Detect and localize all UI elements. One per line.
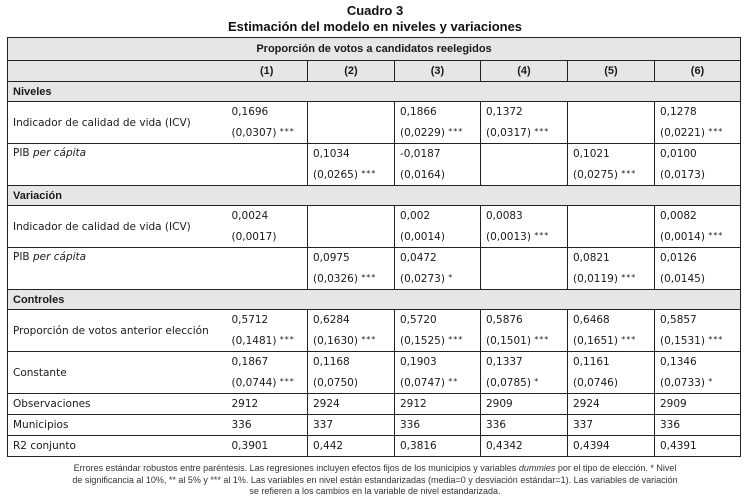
standard-error-value: (0,0273) xyxy=(400,273,445,285)
cell-col-2 xyxy=(308,206,395,248)
standard-error-value: (0,0747) xyxy=(400,377,445,389)
row-label xyxy=(8,352,227,394)
coefficient-value: 0,1337 xyxy=(486,356,523,368)
standard-error-value: (0,0265) xyxy=(313,169,358,181)
table-caption: Estimación del modelo en niveles y variaciones xyxy=(227,19,523,34)
row-label xyxy=(8,102,227,144)
cell-col-6 xyxy=(655,102,741,144)
column-header-3: (3) xyxy=(395,61,481,82)
cell-col-2 xyxy=(308,352,395,394)
stat-value-col-1: 0,3901 xyxy=(227,436,308,457)
row-label-text: Proporción de votos anterior elección xyxy=(13,324,209,337)
coefficient-value: 0,0126 xyxy=(660,252,697,264)
cell-col-1 xyxy=(227,102,308,144)
significance-stars: *** xyxy=(448,335,464,344)
standard-error-value: (0,0221) xyxy=(660,127,705,139)
coefficient-value: 0,1867 xyxy=(231,356,269,368)
coefficient-row xyxy=(8,206,741,248)
section-label: Variación xyxy=(8,186,741,206)
standard-error-value: (0,0744) xyxy=(231,377,277,389)
standard-error xyxy=(573,330,649,351)
stat-value-col-4: 0,4342 xyxy=(481,436,568,457)
cell-col-3 xyxy=(395,352,481,394)
coefficient-value: 0,1696 xyxy=(231,106,269,118)
coefficient-value: 0,1168 xyxy=(313,356,350,368)
cell-col-1 xyxy=(227,248,308,290)
row-label: Observaciones xyxy=(8,394,227,415)
stat-value-col-1: 2912 xyxy=(227,394,308,415)
stat-value-col-6: 336 xyxy=(655,415,741,436)
significance-stars: *** xyxy=(361,273,377,282)
cell-col-1 xyxy=(227,206,308,248)
table-footnote xyxy=(70,463,680,498)
standard-error xyxy=(660,268,735,289)
coefficient-value: 0,0472 xyxy=(400,252,437,264)
standard-error xyxy=(400,164,475,185)
standard-error-value: (0,0173) xyxy=(660,169,705,181)
stat-value-col-6: 2909 xyxy=(655,394,741,415)
significance-stars: *** xyxy=(279,335,295,344)
section-label: Niveles xyxy=(8,82,741,102)
cell-col-4 xyxy=(481,352,568,394)
cell-col-2 xyxy=(308,310,395,352)
column-header-blank xyxy=(8,61,227,82)
standard-error xyxy=(486,330,562,351)
cell-col-6 xyxy=(655,206,741,248)
stat-row-obs xyxy=(8,394,741,415)
row-label-text: Constante xyxy=(13,366,67,379)
column-header-6: (6) xyxy=(655,61,741,82)
cell-col-3 xyxy=(395,102,481,144)
standard-error xyxy=(660,330,735,351)
coefficient-row xyxy=(8,310,741,352)
significance-stars: * xyxy=(448,273,454,282)
cell-col-2 xyxy=(308,102,395,144)
standard-error xyxy=(486,122,562,143)
significance-stars: * xyxy=(708,377,714,386)
coefficient-row xyxy=(8,144,741,186)
significance-stars: *** xyxy=(621,273,637,282)
cell-col-5 xyxy=(568,352,655,394)
coefficient-value: 0,5876 xyxy=(486,314,523,326)
cell-col-6 xyxy=(655,144,741,186)
significance-stars: *** xyxy=(708,335,724,344)
significance-stars: *** xyxy=(621,335,637,344)
significance-stars: ** xyxy=(448,377,459,386)
standard-error-value: (0,1630) xyxy=(313,335,358,347)
dependent-variable-label: Proporción de votos a candidatos reelegidos xyxy=(8,38,741,61)
coefficient-value: 0,1903 xyxy=(400,356,437,368)
standard-error-value: (0,1531) xyxy=(660,335,705,347)
standard-error-value: (0,0733) xyxy=(660,377,705,389)
standard-error xyxy=(660,122,735,143)
coefficient-value: 0,1346 xyxy=(660,356,697,368)
standard-error-value: (0,0746) xyxy=(573,377,618,389)
standard-error xyxy=(573,268,649,289)
cell-col-3 xyxy=(395,144,481,186)
standard-error xyxy=(660,164,735,185)
column-header-2: (2) xyxy=(308,61,395,82)
standard-error xyxy=(400,226,475,247)
standard-error-value: (0,0750) xyxy=(313,377,358,389)
stat-value-col-2: 2924 xyxy=(308,394,395,415)
row-label xyxy=(8,248,227,290)
stat-row-mun xyxy=(8,415,741,436)
coefficient-value: -0,0187 xyxy=(400,148,441,160)
significance-stars: *** xyxy=(279,377,295,386)
significance-stars: * xyxy=(534,377,540,386)
stat-value-col-3: 2912 xyxy=(395,394,481,415)
cell-col-3 xyxy=(395,206,481,248)
cell-col-6 xyxy=(655,310,741,352)
coefficient-value: 0,0821 xyxy=(573,252,610,264)
table-title xyxy=(0,3,750,35)
stat-value-col-2: 337 xyxy=(308,415,395,436)
cell-col-4 xyxy=(481,310,568,352)
standard-error xyxy=(232,372,303,393)
stat-value-col-3: 0,3816 xyxy=(395,436,481,457)
standard-error-value: (0,0326) xyxy=(313,273,358,285)
coefficient-value: 0,002 xyxy=(400,210,431,222)
standard-error xyxy=(232,226,303,247)
cell-col-1 xyxy=(227,310,308,352)
significance-stars: *** xyxy=(279,127,295,136)
stat-value-col-5: 2924 xyxy=(568,394,655,415)
standard-error-value: (0,0017) xyxy=(231,231,277,243)
coefficient-value: 0,5857 xyxy=(660,314,697,326)
footnote-text-2: por el tipo de elección. * Nivel de significancia al 10%, ** al 5% y *** al 1%. Las variables en nivel están estandarizadas (media=0 y desviación estándar=1). Las variables de variación se refieren a los cambios en la variable de nivel estandarizada. xyxy=(72,463,678,496)
standard-error xyxy=(400,330,475,351)
row-label xyxy=(8,144,227,186)
standard-error-value: (0,0164) xyxy=(400,169,445,181)
section-row-variacion xyxy=(8,186,741,206)
cell-col-3 xyxy=(395,310,481,352)
section-label: Controles xyxy=(8,290,741,310)
cell-col-5 xyxy=(568,310,655,352)
stat-value-col-5: 0,4394 xyxy=(568,436,655,457)
significance-stars: *** xyxy=(361,169,377,178)
stat-value-col-4: 336 xyxy=(481,415,568,436)
coefficient-value: 0,1372 xyxy=(486,106,523,118)
significance-stars: *** xyxy=(708,127,724,136)
coefficient-value: 0,6468 xyxy=(573,314,610,326)
table-number: Cuadro 3 xyxy=(346,3,404,18)
standard-error xyxy=(660,226,735,247)
dependent-variable-row xyxy=(8,38,741,61)
coefficient-value: 0,0024 xyxy=(231,210,269,222)
coefficient-value: 0,1034 xyxy=(313,148,350,160)
row-label-italic: per cápita xyxy=(32,251,87,263)
footnote-text-1: Errores estándar robustos entre paréntesis. Las regresiones incluyen efectos fijos de los municipios y variables xyxy=(73,463,519,473)
standard-error-value: (0,0317) xyxy=(486,127,531,139)
cell-col-3 xyxy=(395,248,481,290)
stat-value-col-6: 0,4391 xyxy=(655,436,741,457)
regression-table xyxy=(7,37,741,457)
cell-col-2 xyxy=(308,144,395,186)
cell-col-5 xyxy=(568,206,655,248)
coefficient-value: 0,1021 xyxy=(573,148,610,160)
significance-stars: *** xyxy=(534,231,550,240)
coefficient-value: 0,0082 xyxy=(660,210,697,222)
standard-error-value: (0,0014) xyxy=(400,231,445,243)
standard-error xyxy=(400,372,475,393)
standard-error xyxy=(232,330,303,351)
stat-value-col-3: 336 xyxy=(395,415,481,436)
significance-stars: *** xyxy=(534,335,550,344)
cell-col-4 xyxy=(481,102,568,144)
column-header-4: (4) xyxy=(481,61,568,82)
cell-col-4 xyxy=(481,144,568,186)
column-numbers-row xyxy=(8,61,741,82)
significance-stars: *** xyxy=(621,169,637,178)
row-label xyxy=(8,206,227,248)
section-row-niveles xyxy=(8,82,741,102)
stat-value-col-4: 2909 xyxy=(481,394,568,415)
footnote-italic: dummies xyxy=(518,463,556,473)
coefficient-row xyxy=(8,352,741,394)
standard-error-value: (0,0119) xyxy=(573,273,618,285)
coefficient-value: 0,1161 xyxy=(573,356,610,368)
stat-value-col-1: 336 xyxy=(227,415,308,436)
standard-error xyxy=(660,372,735,393)
coefficient-value: 0,5712 xyxy=(231,314,269,326)
cell-col-6 xyxy=(655,248,741,290)
column-header-1: (1) xyxy=(227,61,308,82)
standard-error-value: (0,0013) xyxy=(486,231,531,243)
standard-error xyxy=(400,122,475,143)
row-label-text: PIB xyxy=(13,251,33,263)
standard-error xyxy=(486,226,562,247)
standard-error-value: (0,0229) xyxy=(400,127,445,139)
cell-col-5 xyxy=(568,144,655,186)
coefficient-value: 0,0100 xyxy=(660,148,697,160)
standard-error-value: (0,1651) xyxy=(573,335,618,347)
row-label-text: Indicador de calidad de vida (ICV) xyxy=(13,220,191,233)
cell-col-1 xyxy=(227,144,308,186)
standard-error xyxy=(400,268,475,289)
standard-error-value: (0,0145) xyxy=(660,273,705,285)
stat-value-col-2: 0,442 xyxy=(308,436,395,457)
coefficient-value: 0,0083 xyxy=(486,210,523,222)
standard-error-value: (0,0785) xyxy=(486,377,531,389)
standard-error xyxy=(313,330,389,351)
standard-error xyxy=(313,164,389,185)
standard-error xyxy=(573,164,649,185)
standard-error-value: (0,0014) xyxy=(660,231,705,243)
stat-row-r2 xyxy=(8,436,741,457)
row-label-italic: per cápita xyxy=(32,147,87,159)
cell-col-2 xyxy=(308,248,395,290)
standard-error xyxy=(573,372,649,393)
coefficient-value: 0,0975 xyxy=(313,252,350,264)
standard-error-value: (0,0275) xyxy=(573,169,618,181)
stat-value-col-5: 337 xyxy=(568,415,655,436)
standard-error-value: (0,1481) xyxy=(231,335,277,347)
cell-col-6 xyxy=(655,352,741,394)
significance-stars: *** xyxy=(534,127,550,136)
coefficient-value: 0,5720 xyxy=(400,314,437,326)
standard-error xyxy=(313,372,389,393)
standard-error xyxy=(232,122,303,143)
cell-col-4 xyxy=(481,206,568,248)
row-label: R2 conjunto xyxy=(8,436,227,457)
cell-col-5 xyxy=(568,248,655,290)
coefficient-value: 0,6284 xyxy=(313,314,350,326)
standard-error-value: (0,0307) xyxy=(231,127,277,139)
standard-error-value: (0,1501) xyxy=(486,335,531,347)
coefficient-value: 0,1278 xyxy=(660,106,697,118)
coefficient-value: 0,1866 xyxy=(400,106,437,118)
coefficient-row xyxy=(8,248,741,290)
standard-error xyxy=(486,372,562,393)
standard-error-value: (0,1525) xyxy=(400,335,445,347)
section-row-controles xyxy=(8,290,741,310)
row-label: Municipios xyxy=(8,415,227,436)
column-header-5: (5) xyxy=(568,61,655,82)
cell-col-5 xyxy=(568,102,655,144)
standard-error xyxy=(313,268,389,289)
row-label-text: PIB xyxy=(13,147,33,159)
row-label-text: Indicador de calidad de vida (ICV) xyxy=(13,116,191,129)
row-label xyxy=(8,310,227,352)
significance-stars: *** xyxy=(361,335,377,344)
coefficient-row xyxy=(8,102,741,144)
cell-col-1 xyxy=(227,352,308,394)
cell-col-4 xyxy=(481,248,568,290)
significance-stars: *** xyxy=(448,127,464,136)
significance-stars: *** xyxy=(708,231,724,240)
